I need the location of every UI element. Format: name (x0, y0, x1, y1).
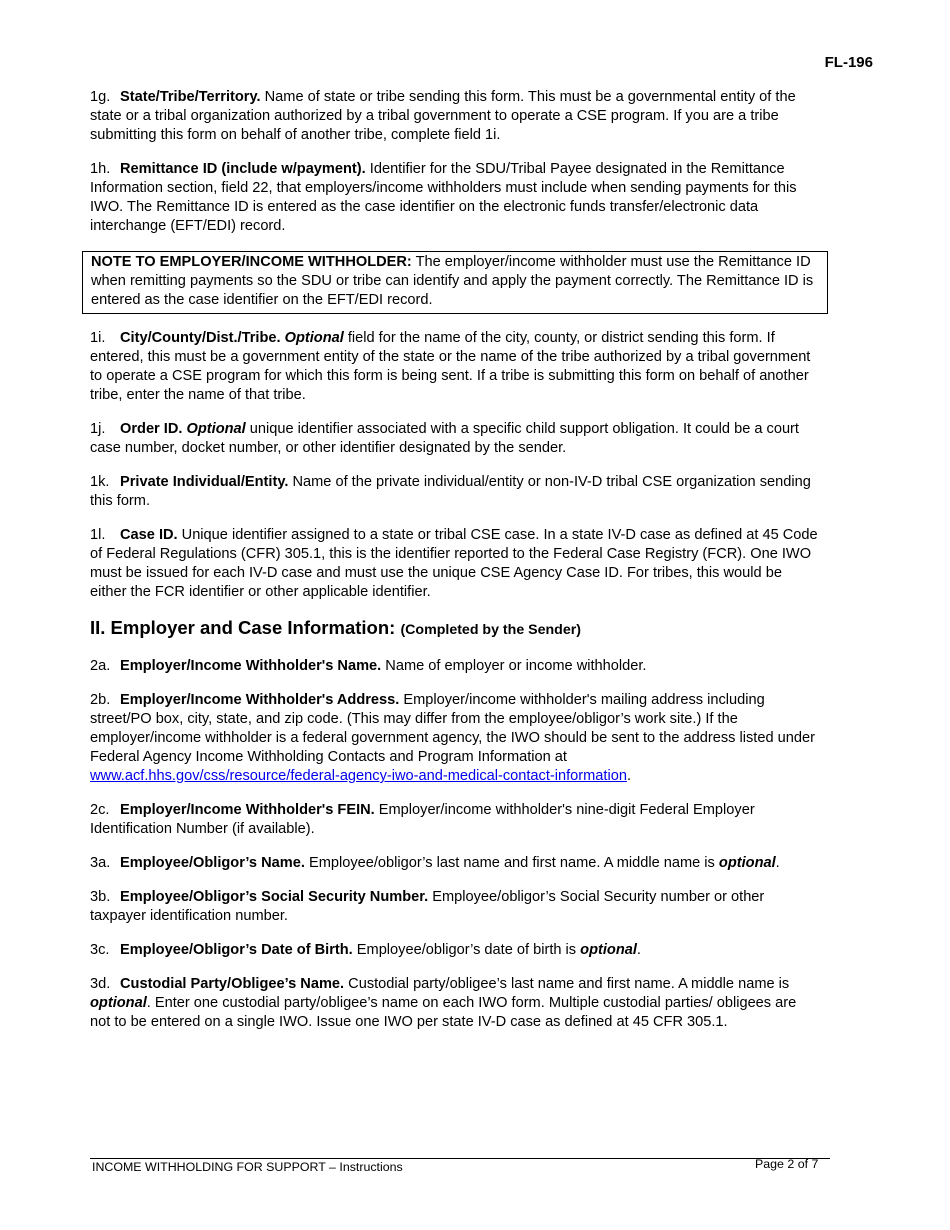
field-number: 2a. (90, 658, 111, 674)
federal-agency-contacts-link[interactable]: www.acf.hhs.gov/css/resource/federal-agency-iwo-and-medical-contact-information (90, 768, 627, 784)
section-heading (90, 617, 820, 641)
employer-note-box (82, 251, 828, 314)
field-1k-instruction (90, 473, 820, 511)
field-number: 1i. (90, 330, 106, 346)
field-number: 1h. (90, 161, 111, 177)
field-description: Unique identifier assigned to a state or tribal CSE case. In a state IV-D case as defined at 45 Code of Federal Regulations (CFR) 305.1, this is the identifier reported to the Federal Case Registry (FCR). One IWO must be issued for each IV-D case and must use the unique CSE Agency Case ID. For tribes, this would be either the FCR identifier or other applicable identifier. (90, 527, 818, 600)
field-description: Name of employer or income withholder. (385, 658, 647, 674)
field-description: Employee/obligor’s last name and first name. A middle name is (308, 855, 715, 871)
optional-emphasis: optional (90, 995, 147, 1011)
field-title: Employer/Income Withholder's FEIN. (120, 802, 375, 818)
field-number: 1k. (90, 474, 110, 490)
optional-emphasis: optional (580, 942, 637, 958)
field-title: Employee/Obligor’s Name. (120, 855, 305, 871)
field-1i-instruction (90, 329, 820, 405)
field-number: 2c. (90, 802, 110, 818)
field-title: Order ID. (120, 421, 183, 437)
field-description: field for the name of the city, county, or district sending this form. If entered, this must be a government entity of the state or the name of the tribe authorized by a tribal government to operate a CSE program for which this form is being sent. If a tribe is submitting this form on behalf of another tribe, enter the name of that tribe. (90, 330, 811, 403)
field-3a-instruction (90, 854, 820, 873)
field-2c-instruction (90, 801, 820, 839)
note-title: NOTE TO EMPLOYER/INCOME WITHHOLDER: (91, 254, 412, 270)
footer-form-title: INCOME WITHHOLDING FOR SUPPORT – Instructions (92, 1160, 403, 1174)
field-title: City/County/Dist./Tribe. (120, 330, 281, 346)
optional-emphasis: optional (718, 855, 776, 871)
field-2a-instruction (90, 657, 820, 676)
field-number: 1g. (90, 89, 111, 105)
field-description-continued: . Enter one custodial party/obligee’s name on each IWO form. Multiple custodial parties/ obligees are not to be entered on a single IWO. Issue one IWO per state IV-D case as defined at 45 CFR 305.1. (90, 995, 797, 1030)
field-description: Name of the private individual/entity or non-IV-D tribal CSE organization sending this form. (90, 474, 811, 509)
field-title: Employee/Obligor’s Date of Birth. (120, 942, 353, 958)
optional-emphasis: Optional (284, 330, 344, 346)
field-title: Case ID. (120, 527, 178, 543)
section-title: II. Employer and Case Information: (90, 617, 396, 638)
field-number: 1j. (90, 421, 106, 437)
sentence-end: . (636, 942, 641, 958)
field-title: Employer/Income Withholder's Name. (120, 658, 382, 674)
section-subtitle: (Completed by the Sender) (400, 622, 581, 638)
field-title: Private Individual/Entity. (120, 474, 289, 490)
instructions-content (90, 88, 820, 1047)
field-3b-instruction (90, 888, 820, 926)
field-title: Custodial Party/Obligee’s Name. (120, 976, 345, 992)
field-description: Employer/income withholder's nine-digit Federal Employer Identification Number (if available). (90, 802, 755, 837)
field-title: State/Tribe/Territory. (120, 89, 261, 105)
field-description: Employer/income withholder's mailing address including street/PO box, city, state, and zip code. (This may differ from the employee/obligor’s work site.) If the employer/income withholder is a federal government agency, the IWO should be sent to the address listed under Federal Agency Income Withholding Contacts and Program Information at (90, 692, 815, 765)
field-description: Custodial party/obligee’s last name and first name. A middle name is (348, 976, 790, 992)
sentence-end: . (775, 855, 780, 871)
field-title: Remittance ID (include w/payment). (120, 161, 366, 177)
sentence-end: . (626, 768, 632, 784)
footer-page-number: Page 2 of 7 (755, 1157, 819, 1171)
field-description: Employee/obligor’s Social Security number or other taxpayer identification number. (90, 889, 765, 924)
field-title: Employer/Income Withholder's Address. (120, 692, 400, 708)
field-3d-instruction (90, 975, 820, 1032)
field-1g-instruction (90, 88, 820, 145)
field-1j-instruction (90, 420, 820, 458)
field-1h-instruction (90, 160, 820, 236)
field-3c-instruction (90, 941, 820, 960)
field-title: Employee/Obligor’s Social Security Number. (120, 889, 429, 905)
field-number: 1l. (90, 527, 106, 543)
note-text: The employer/income withholder must use the Remittance ID when remitting payments so the SDU or tribe can identify and apply the payment correctly. The Remittance ID is entered as the case identifier on the EFT/EDI record. (91, 254, 814, 308)
field-description: unique identifier associated with a specific child support obligation. It could be a court case number, docket number, or other identifier designated by the sender. (90, 421, 799, 456)
optional-emphasis: Optional (186, 421, 246, 437)
field-2b-instruction (90, 691, 820, 786)
field-number: 3b. (90, 889, 111, 905)
field-number: 2b. (90, 692, 111, 708)
field-number: 3a. (90, 855, 111, 871)
form-id: FL-196 (824, 54, 873, 71)
field-1l-instruction (90, 526, 820, 602)
field-number: 3d. (90, 976, 111, 992)
field-description: Name of state or tribe sending this form. This must be a governmental entity of the state or a tribal organization authorized by a tribal government to operate a CSE program. If you are a tribe submitting this form on behalf of another tribe, complete field 1i. (90, 89, 796, 143)
field-number: 3c. (90, 942, 110, 958)
footer-divider (90, 1158, 830, 1159)
field-description: Identifier for the SDU/Tribal Payee designated in the Remittance Information section, field 22, that employers/income withholders must include when sending payments for this IWO. The Remittance ID is entered as the case identifier on the electronic funds transfer/electronic data interchange (EFT/EDI) record. (90, 161, 797, 234)
field-description: Employee/obligor’s date of birth is (356, 942, 577, 958)
